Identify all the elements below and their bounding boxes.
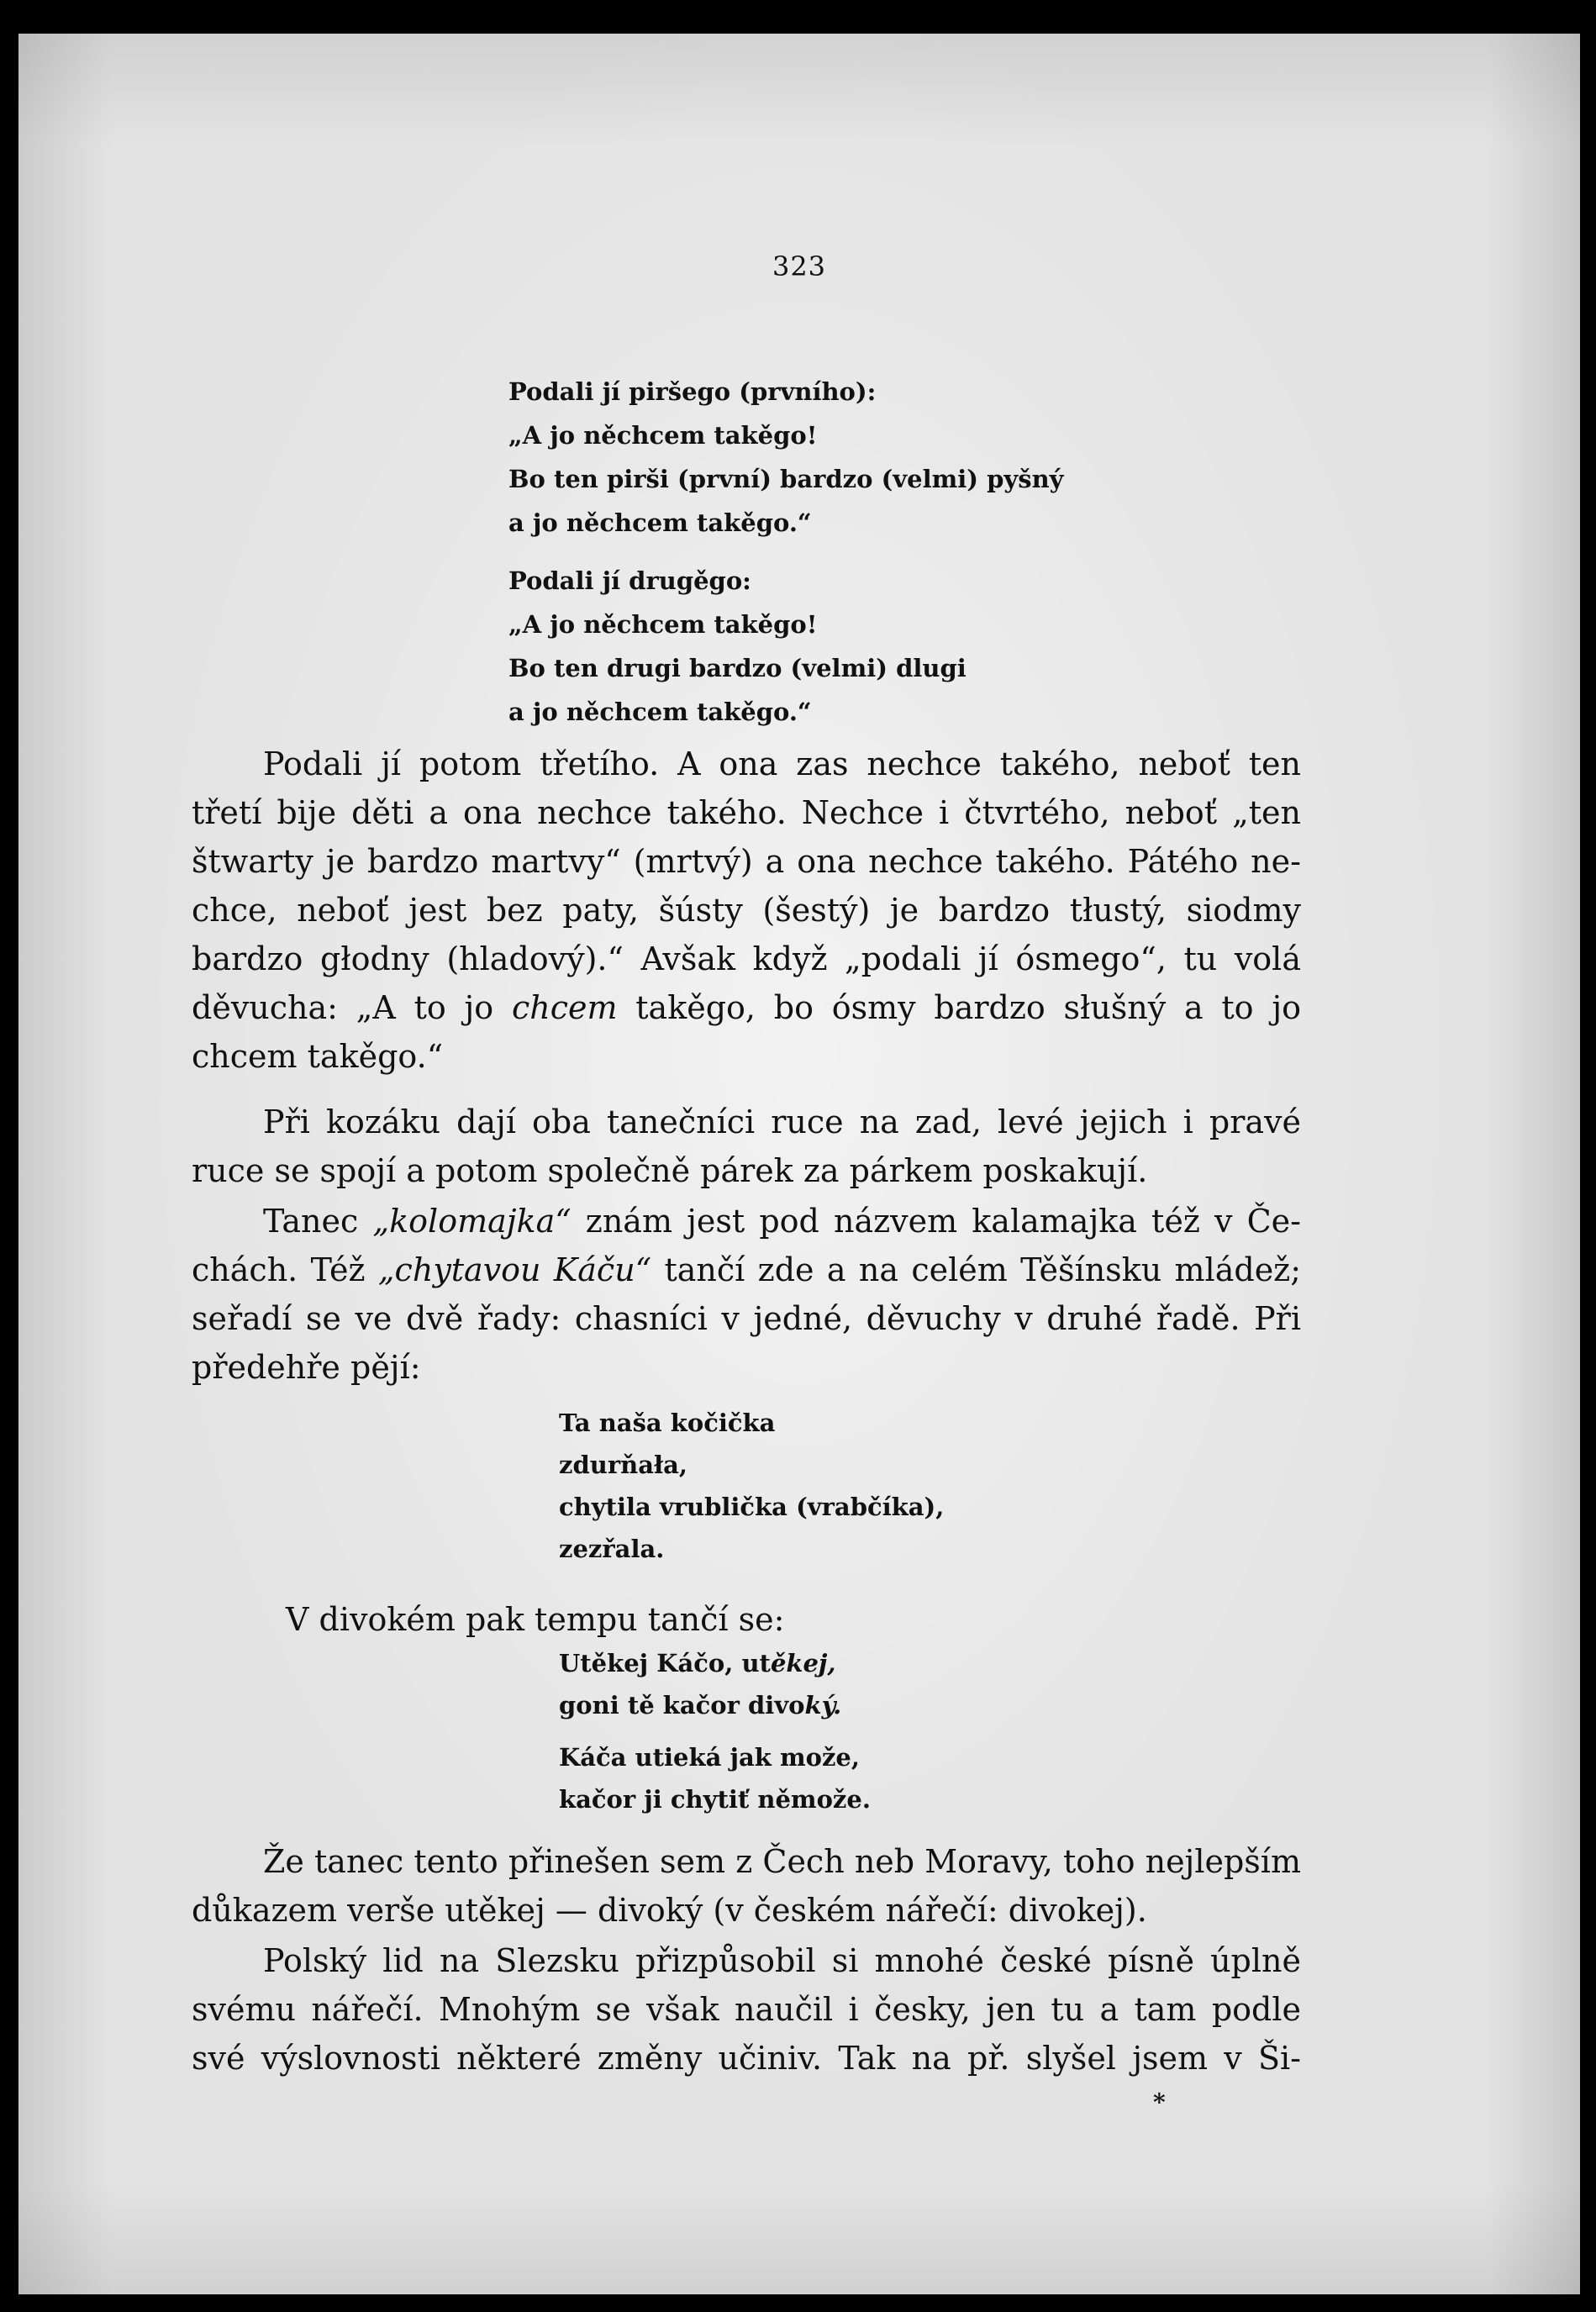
text-line: bardzo głodny (hladový).“ Avšak když „podali jí ósmego“, tu volá [192, 940, 1301, 977]
verse-intro: Podali jí drugěgo: [508, 566, 751, 595]
text-line: svému nářečí. Mnohým se však naučil i česky, jen tu a tam podle [192, 1991, 1301, 2028]
verse-line [559, 1642, 871, 1684]
text-line [192, 983, 1301, 1032]
book-page [18, 34, 1580, 2294]
text-segment: znám jest pod názvem kalamajka též v Če- [571, 1203, 1302, 1240]
paragraph-2 [192, 1098, 1301, 1195]
paragraph-4 [192, 1837, 1301, 1935]
text-line: Že tanec tento přinešen sem z Čech neb Moravy, toho nejlepším [263, 1843, 1301, 1880]
verse-kocicka [559, 1402, 944, 1570]
text-line: chcem takěgo.“ [192, 1038, 444, 1075]
verse-line: a jo něchcem takěgo.“ [508, 698, 812, 726]
text-segment: chách. Též [192, 1251, 378, 1288]
text-line: předehře pějí: [192, 1349, 421, 1386]
verse-line: kačor ji chytiť němože. [559, 1785, 871, 1814]
verse-line: Bo ten pirši (první) bardzo (velmi) pyšný [508, 465, 1064, 493]
text-line [192, 1246, 1301, 1294]
verse-line: zezřala. [559, 1535, 665, 1563]
paragraph-5 [192, 1936, 1301, 2083]
text-segment: Tanec [263, 1203, 373, 1240]
text-segment: děvucha: „A to jo [192, 989, 512, 1026]
text-segment: Utěkej Káčo, ut [559, 1649, 771, 1677]
text-line: štwarty je bardzo martvy“ (mrtvý) a ona nechce takého. Pátého ne- [192, 843, 1301, 880]
text-segment: tančí zde a na celém Těšínsku mládež; [651, 1251, 1302, 1288]
text-line: třetí bije děti a ona nechce takého. Nechce i čtvrtého, neboť „ten [192, 794, 1301, 831]
verse-line: „A jo něchcem takěgo! [508, 610, 818, 639]
text-line: ruce se spojí a potom společně párek za párkem poskakují. [192, 1152, 1148, 1189]
verse-line: Káča utieká jak može, [559, 1743, 860, 1772]
verse-intro: Podali jí piršego (prvního): [508, 377, 877, 406]
emphasis: ký. [804, 1691, 842, 1720]
paragraph-1 [192, 740, 1301, 1081]
verse-line: a jo něchcem takěgo.“ [508, 508, 812, 537]
verse-line [559, 1684, 871, 1726]
text-line: chce, neboť jest bez paty, šústy (šestý) je bardzo tłustý, siodmy [192, 892, 1301, 929]
paragraph-3 [192, 1197, 1301, 1392]
verse-line: zdurňała, [559, 1451, 688, 1479]
text-line: Při kozáku dají oba tanečníci ruce na zad, levé jejich i pravé [263, 1103, 1301, 1140]
text-line: důkazem verše utěkej — divoký (v českém nářečí: divokej). [192, 1892, 1147, 1929]
signature-mark: * [1153, 2088, 1166, 2116]
text-line: Polský lid na Slezsku přizpůsobil si mnohé české písně úplně [263, 1942, 1301, 1979]
verse-line: Ta naša kočička [559, 1409, 776, 1437]
tempo-intro: V divokém pak tempu tančí se: [286, 1601, 785, 1638]
page-number: 323 [772, 250, 827, 282]
emphasis: ěkej, [770, 1649, 836, 1677]
text-line: seřadí se ve dvě řady: chasníci v jedné, děvuchy v druhé řadě. Při [192, 1300, 1301, 1337]
text-line: své výslovnosti některé změny učiniv. Tak na př. slyšel jsem v Ši- [192, 2040, 1301, 2077]
emphasis: „chytavou Káču“ [377, 1251, 652, 1288]
verse-line: „A jo něchcem takěgo! [508, 421, 818, 450]
text-segment: goni tě kačor divo [559, 1691, 805, 1720]
emphasis: chcem [511, 989, 618, 1026]
verse-second [508, 559, 967, 734]
text-line: Podali jí potom třetího. A ona zas nechce takého, neboť ten [263, 745, 1301, 782]
verse-first [508, 370, 1064, 545]
verse-line: chytila vrublička (vrabčíka), [559, 1493, 945, 1521]
verse-line: Bo ten drugi bardzo (velmi) dlugi [508, 654, 967, 682]
emphasis: „kolomajka“ [372, 1203, 572, 1240]
text-line [192, 1197, 1301, 1246]
text-segment: takěgo, bo ósmy bardzo słušný a to jo [617, 989, 1301, 1026]
verse-utekej [559, 1642, 871, 1820]
